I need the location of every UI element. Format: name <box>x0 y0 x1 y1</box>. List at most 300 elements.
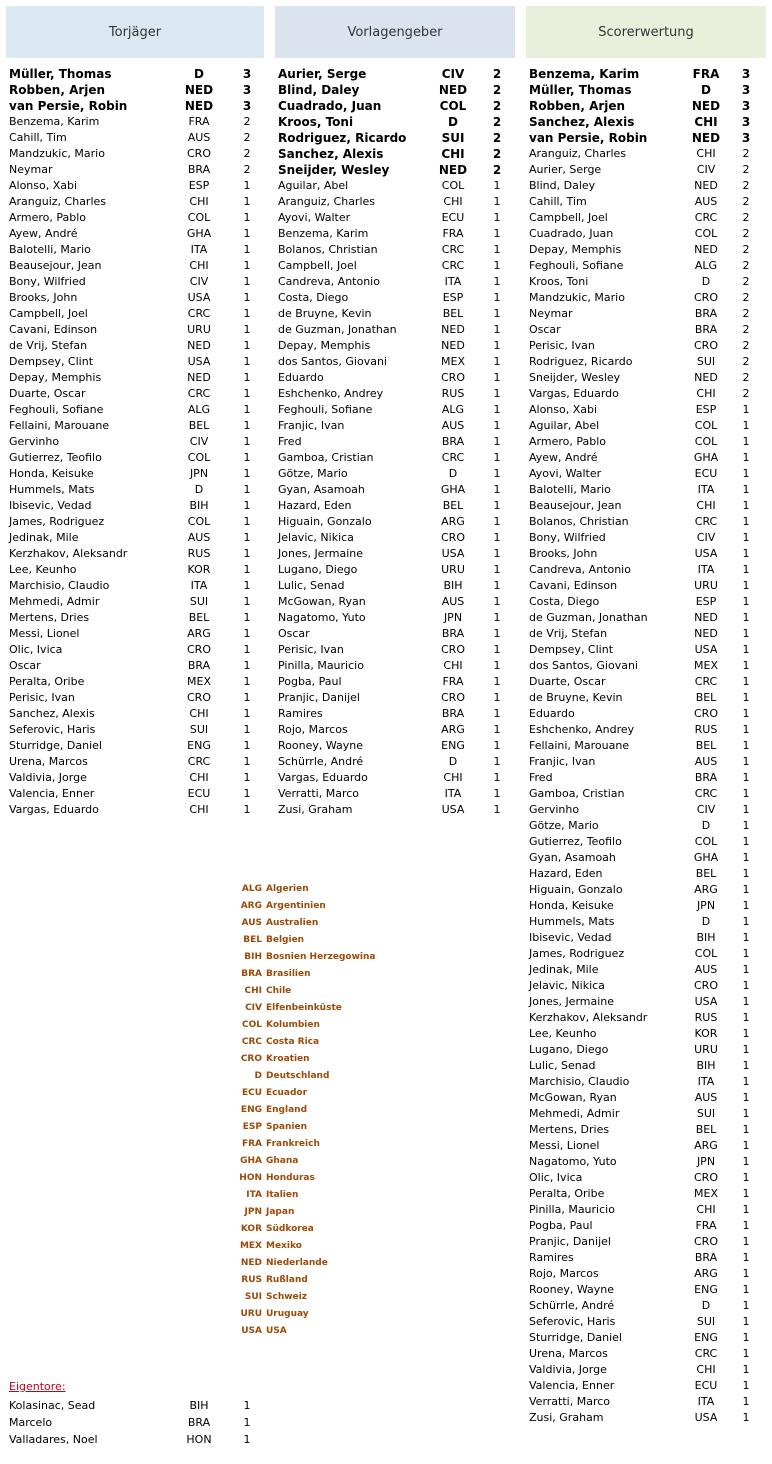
value: 1 <box>243 659 251 672</box>
player-name: Balotelli, Mario <box>529 483 611 496</box>
value: 1 <box>493 195 501 208</box>
player-name: Aguilar, Abel <box>278 179 349 192</box>
player-name: Hummels, Mats <box>9 483 95 496</box>
value: 1 <box>243 547 251 560</box>
player-name: Cuadrado, Juan <box>529 227 614 240</box>
legend-country: Mexiko <box>266 1241 302 1251</box>
legend-country: Honduras <box>266 1173 315 1183</box>
list-item <box>278 770 508 786</box>
own-goals-list <box>9 1397 259 1448</box>
value: 1 <box>742 1267 750 1280</box>
player-name: Cahill, Tim <box>9 131 67 144</box>
value: 1 <box>493 691 501 704</box>
value: 1 <box>493 355 501 368</box>
value: 1 <box>742 1395 750 1408</box>
list-item <box>529 386 761 402</box>
player-name: Valencia, Enner <box>529 1379 615 1392</box>
value: 2 <box>742 371 750 384</box>
player-name: Bolanos, Christian <box>529 515 629 528</box>
nation-code: ECU <box>694 467 718 480</box>
value: 1 <box>243 627 251 640</box>
nation-code: ARG <box>187 627 211 640</box>
nation-code: NED <box>441 339 465 352</box>
nation-code: BRA <box>694 307 718 320</box>
player-name: Lugano, Diego <box>529 1043 609 1056</box>
legend-code: COL <box>242 1020 262 1030</box>
player-name: Sanchez, Alexis <box>529 115 635 129</box>
nation-code: D <box>448 115 458 129</box>
list-item <box>529 1170 761 1186</box>
legend-country: Bosnien Herzegowina <box>266 952 376 962</box>
list-item <box>278 242 508 258</box>
nation-code: CRC <box>694 1347 718 1360</box>
list-item <box>278 674 508 690</box>
value: 1 <box>243 531 251 544</box>
player-name: Aranguiz, Charles <box>529 147 627 160</box>
value: 1 <box>493 595 501 608</box>
legend-item <box>230 949 410 966</box>
value: 1 <box>742 755 750 768</box>
player-name: Mehmedi, Admir <box>529 1107 620 1120</box>
player-name: Armero, Pablo <box>9 211 86 224</box>
list-item <box>278 66 508 82</box>
nation-code: BEL <box>695 691 717 704</box>
nation-code: GHA <box>186 227 212 240</box>
player-name: Gervinho <box>529 803 580 816</box>
value: 1 <box>742 1299 750 1312</box>
nation-code: URU <box>694 579 718 592</box>
nation-code: CRC <box>187 755 211 768</box>
value: 1 <box>243 451 251 464</box>
nation-code: CHI <box>441 147 465 161</box>
player-name: Lulic, Senad <box>278 579 345 592</box>
nation-code: COL <box>441 179 465 192</box>
list-item <box>278 114 508 130</box>
player-name: Perisic, Ivan <box>9 691 75 704</box>
nation-code: BIH <box>189 499 209 512</box>
list-item <box>529 226 761 242</box>
list-item <box>9 274 259 290</box>
value: 2 <box>742 195 750 208</box>
value: 2 <box>492 67 502 81</box>
nation-code: COL <box>694 947 718 960</box>
nation-code: USA <box>441 803 465 816</box>
nation-code: D <box>194 67 204 81</box>
list-item <box>529 130 761 146</box>
legend-country: Schweiz <box>266 1292 307 1302</box>
nation-code: CRO <box>187 643 211 656</box>
player-name: Costa, Diego <box>278 291 349 304</box>
nation-code: COL <box>694 835 718 848</box>
player-name: Sneijder, Wesley <box>278 163 390 177</box>
legend-country: Chile <box>266 986 292 996</box>
value: 1 <box>243 371 251 384</box>
value: 1 <box>742 1347 750 1360</box>
value: 2 <box>742 147 750 160</box>
player-name: Sturridge, Daniel <box>529 1331 622 1344</box>
nation-code: JPN <box>443 611 463 624</box>
list-item <box>529 178 761 194</box>
value: 1 <box>493 787 501 800</box>
nation-code: NED <box>694 611 718 624</box>
list-item <box>278 194 508 210</box>
nation-code: SUI <box>189 595 209 608</box>
value: 1 <box>243 787 251 800</box>
legend-item <box>230 1187 410 1204</box>
value: 1 <box>742 611 750 624</box>
player-name: Aurier, Serge <box>529 163 602 176</box>
legend-code: FRA <box>241 1139 262 1149</box>
value: 1 <box>493 291 501 304</box>
list-item <box>9 754 259 770</box>
value: 1 <box>493 307 501 320</box>
nation-code: CRC <box>694 211 718 224</box>
value: 1 <box>243 595 251 608</box>
player-name: Kolasinac, Sead <box>9 1399 96 1412</box>
value: 2 <box>243 163 251 176</box>
nation-code: NED <box>187 371 211 384</box>
player-name: Duarte, Oscar <box>529 675 606 688</box>
player-name: Valencia, Enner <box>9 787 95 800</box>
player-name: Depay, Memphis <box>9 371 102 384</box>
value: 1 <box>243 803 251 816</box>
legend-code: ENG <box>240 1105 262 1115</box>
value: 1 <box>742 643 750 656</box>
nation-code: CRC <box>694 515 718 528</box>
list-item <box>529 946 761 962</box>
value: 1 <box>742 1155 750 1168</box>
nation-code: ESP <box>695 595 717 608</box>
player-name: Candreva, Antonio <box>529 563 631 576</box>
list-item <box>278 98 508 114</box>
nation-code: CIV <box>189 435 209 448</box>
player-name: Urena, Marcos <box>9 755 88 768</box>
value: 2 <box>742 259 750 272</box>
nation-code: ECU <box>694 1379 718 1392</box>
nation-code: USA <box>694 643 718 656</box>
legend-country: Belgien <box>266 935 305 945</box>
nation-code: USA <box>694 1411 718 1424</box>
value: 2 <box>742 227 750 240</box>
nation-code: AUS <box>187 131 211 144</box>
list-item <box>278 530 508 546</box>
player-name: Gyan, Asamoah <box>278 483 365 496</box>
legend-item <box>230 1323 410 1340</box>
value: 1 <box>493 227 501 240</box>
nation-code: SUI <box>696 355 716 368</box>
player-name: Aranguiz, Charles <box>9 195 107 208</box>
legend-item <box>230 1102 410 1119</box>
list-item <box>9 194 259 210</box>
list-item <box>529 914 761 930</box>
nation-code: ECU <box>441 211 465 224</box>
nation-code: RUS <box>694 723 718 736</box>
legend-country: Australien <box>266 918 319 928</box>
nation-code: NED <box>691 131 721 145</box>
nation-code: ENG <box>187 739 211 752</box>
nation-code: ALG <box>187 403 211 416</box>
value: 1 <box>493 531 501 544</box>
list-item <box>9 770 259 786</box>
value: 1 <box>243 403 251 416</box>
value: 1 <box>742 451 750 464</box>
list-item <box>529 978 761 994</box>
list-item <box>529 1058 761 1074</box>
value: 2 <box>742 307 750 320</box>
list-item <box>9 594 259 610</box>
legend-country: Algerien <box>266 884 309 894</box>
nation-code: ITA <box>697 1075 715 1088</box>
value: 2 <box>492 99 502 113</box>
nation-code: URU <box>694 1043 718 1056</box>
list-item <box>278 418 508 434</box>
value: 1 <box>742 1219 750 1232</box>
list-item <box>529 514 761 530</box>
list-item <box>529 210 761 226</box>
list-item <box>529 706 761 722</box>
list-item <box>9 610 259 626</box>
player-name: Pinilla, Mauricio <box>529 1203 615 1216</box>
player-name: Balotelli, Mario <box>9 243 91 256</box>
player-name: Valdivia, Jorge <box>529 1363 607 1376</box>
list-item <box>9 706 259 722</box>
legend-item <box>230 1085 410 1102</box>
nation-code: ALG <box>441 403 465 416</box>
player-name: Vargas, Eduardo <box>529 387 619 400</box>
value: 1 <box>243 355 251 368</box>
list-item <box>278 130 508 146</box>
nation-code: URU <box>187 323 211 336</box>
nation-code: USA <box>187 355 211 368</box>
header-assists: Vorlagengeber <box>275 6 515 58</box>
value: 1 <box>493 611 501 624</box>
list-item <box>278 322 508 338</box>
nation-code: ARG <box>694 1267 718 1280</box>
player-name: Feghouli, Sofiane <box>278 403 373 416</box>
list-item <box>529 194 761 210</box>
list-item <box>529 882 761 898</box>
player-name: Dempsey, Clint <box>9 355 94 368</box>
nation-code: AUS <box>187 531 211 544</box>
nation-code: ECU <box>187 787 211 800</box>
list-item <box>9 130 259 146</box>
value: 1 <box>243 259 251 272</box>
value: 1 <box>742 1139 750 1152</box>
list-item <box>9 450 259 466</box>
nation-code: BRA <box>441 435 465 448</box>
nation-code: CHI <box>443 771 463 784</box>
nation-code: D <box>448 755 458 768</box>
nation-code: FRA <box>695 1219 717 1232</box>
player-name: Marchisio, Claudio <box>529 1075 630 1088</box>
legend-code: BEL <box>243 935 262 945</box>
value: 1 <box>742 899 750 912</box>
list-item <box>9 178 259 194</box>
nation-code: BEL <box>695 739 717 752</box>
value: 1 <box>742 963 750 976</box>
list-item <box>9 258 259 274</box>
player-name: Marchisio, Claudio <box>9 579 110 592</box>
list-item <box>278 434 508 450</box>
value: 1 <box>243 275 251 288</box>
player-name: Nagatomo, Yuto <box>278 611 366 624</box>
value: 1 <box>493 419 501 432</box>
nation-code: CRO <box>441 643 465 656</box>
value: 1 <box>742 691 750 704</box>
value: 1 <box>243 499 251 512</box>
player-name: Honda, Keisuke <box>9 467 94 480</box>
nation-code: RUS <box>187 547 211 560</box>
value: 1 <box>742 1171 750 1184</box>
value: 1 <box>243 211 251 224</box>
list-item <box>529 1266 761 1282</box>
list-item <box>9 642 259 658</box>
value: 2 <box>492 115 502 129</box>
player-name: Eduardo <box>529 707 575 720</box>
legend-country: Costa Rica <box>266 1037 320 1047</box>
list-item <box>529 82 761 98</box>
value: 1 <box>493 387 501 400</box>
list-item <box>529 1090 761 1106</box>
country-legend <box>230 881 410 1340</box>
player-name: Robben, Arjen <box>529 99 626 113</box>
player-name: Depay, Memphis <box>278 339 371 352</box>
nation-code: MEX <box>187 675 211 688</box>
player-name: Rooney, Wayne <box>529 1283 615 1296</box>
value: 2 <box>742 355 750 368</box>
list-item <box>529 1010 761 1026</box>
value: 3 <box>741 67 751 81</box>
player-name: Messi, Lionel <box>529 1139 600 1152</box>
list-item <box>9 226 259 242</box>
player-name: Benzema, Karim <box>9 115 100 128</box>
list-item <box>529 98 761 114</box>
player-name: Beausejour, Jean <box>529 499 622 512</box>
list-item <box>9 1397 259 1414</box>
list-item <box>278 210 508 226</box>
list-item <box>9 322 259 338</box>
value: 1 <box>243 1399 251 1412</box>
value: 2 <box>492 147 502 161</box>
value: 1 <box>742 883 750 896</box>
nation-code: CHI <box>694 115 718 129</box>
list-item <box>9 1431 259 1448</box>
nation-code: CIV <box>696 531 716 544</box>
player-name: de Bruyne, Kevin <box>529 691 623 704</box>
list-item <box>278 450 508 466</box>
nation-code: D <box>701 1299 711 1312</box>
player-name: Eshchenko, Andrey <box>278 387 384 400</box>
player-name: McGowan, Ryan <box>278 595 366 608</box>
player-name: Ayovi, Walter <box>529 467 602 480</box>
legend-item <box>230 881 410 898</box>
list-item <box>9 530 259 546</box>
value: 1 <box>742 931 750 944</box>
nation-code: CRO <box>694 707 718 720</box>
list-item <box>529 338 761 354</box>
player-name: Gervinho <box>9 435 60 448</box>
list-item <box>278 690 508 706</box>
list-item <box>529 834 761 850</box>
value: 2 <box>742 179 750 192</box>
player-name: Ayew, André <box>9 227 78 240</box>
value: 1 <box>742 1107 750 1120</box>
nation-code: CRO <box>441 531 465 544</box>
nation-code: CHI <box>696 147 716 160</box>
list-item <box>278 546 508 562</box>
value: 2 <box>243 115 251 128</box>
nation-code: ENG <box>694 1283 718 1296</box>
list-item <box>529 850 761 866</box>
player-name: Lee, Keunho <box>9 563 77 576</box>
list-item <box>278 578 508 594</box>
player-name: Higuain, Gonzalo <box>278 515 372 528</box>
legend-code: ITA <box>246 1190 262 1200</box>
legend-code: URU <box>240 1309 262 1319</box>
nation-code: ITA <box>697 563 715 576</box>
nation-code: BRA <box>187 163 211 176</box>
legend-code: CIV <box>245 1003 262 1013</box>
value: 2 <box>243 147 251 160</box>
nation-code: SUI <box>696 1315 716 1328</box>
player-name: Nagatomo, Yuto <box>529 1155 617 1168</box>
value: 1 <box>243 435 251 448</box>
nation-code: FRA <box>442 675 464 688</box>
legend-item <box>230 1272 410 1289</box>
value: 2 <box>492 83 502 97</box>
value: 1 <box>493 643 501 656</box>
player-name: Götze, Mario <box>278 467 348 480</box>
player-name: Valdivia, Jorge <box>9 771 87 784</box>
player-name: Marcelo <box>9 1416 53 1429</box>
value: 1 <box>742 1091 750 1104</box>
value: 2 <box>742 323 750 336</box>
list-item <box>529 66 761 82</box>
list-item <box>529 322 761 338</box>
nation-code: CRO <box>694 339 718 352</box>
list-item <box>9 354 259 370</box>
player-name: Candreva, Antonio <box>278 275 380 288</box>
value: 1 <box>493 771 501 784</box>
list-item <box>529 770 761 786</box>
legend-code: ARG <box>240 901 262 911</box>
list-item <box>529 1410 761 1426</box>
list-item <box>278 482 508 498</box>
value: 1 <box>243 691 251 704</box>
list-item <box>529 818 761 834</box>
player-name: Franjic, Ivan <box>529 755 596 768</box>
legend-item <box>230 1238 410 1255</box>
list-item <box>9 802 259 818</box>
player-name: Armero, Pablo <box>529 435 606 448</box>
nation-code: BEL <box>188 611 210 624</box>
player-name: McGowan, Ryan <box>529 1091 617 1104</box>
nation-code: KOR <box>187 563 211 576</box>
nation-code: BEL <box>695 867 717 880</box>
value: 1 <box>742 483 750 496</box>
legend-country: USA <box>266 1326 287 1336</box>
player-name: Jones, Jermaine <box>529 995 615 1008</box>
nation-code: BRA <box>694 1251 718 1264</box>
nation-code: D <box>701 819 711 832</box>
nation-code: CRO <box>694 979 718 992</box>
list-item <box>278 626 508 642</box>
player-name: Hazard, Eden <box>529 867 603 880</box>
value: 1 <box>493 323 501 336</box>
player-name: Mertens, Dries <box>529 1123 610 1136</box>
legend-country: Japan <box>266 1207 295 1217</box>
value: 1 <box>493 659 501 672</box>
